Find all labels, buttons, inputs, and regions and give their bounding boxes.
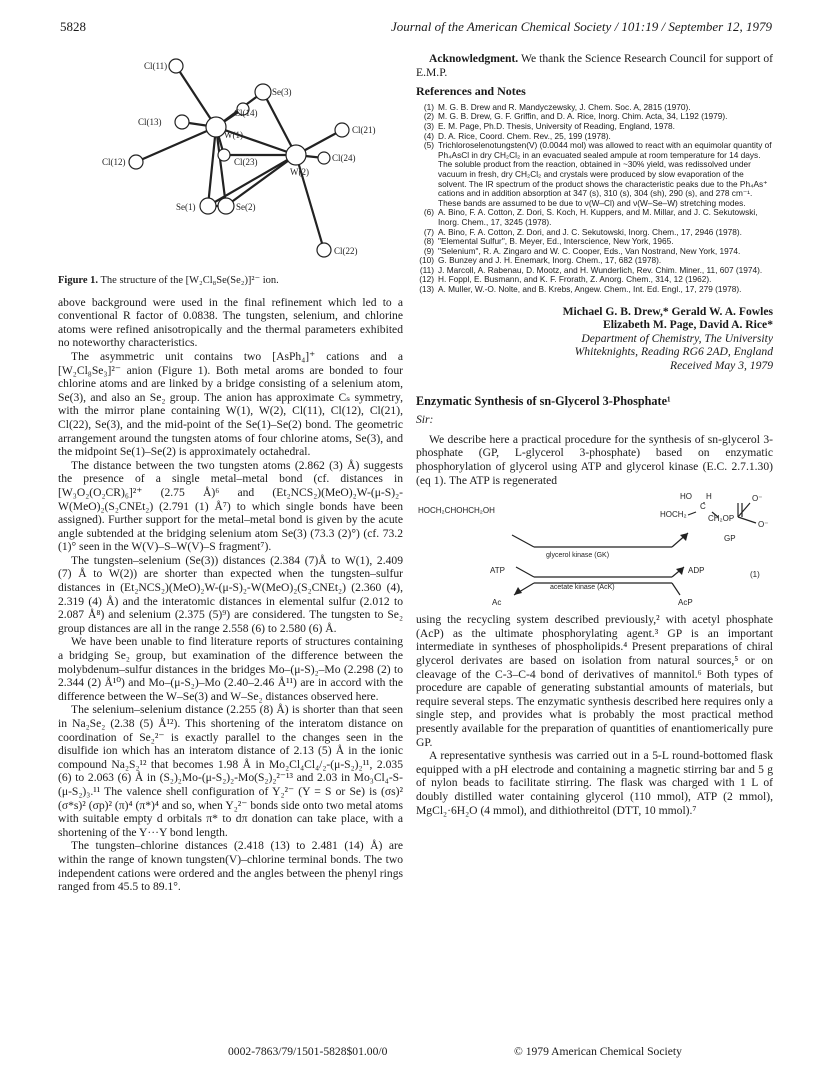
body-paragraph: The selenium–selenium distance (2.255 (8) Å) is shorter than that seen in Na₂Se₂ (2.38 (5) Å¹²). This shortening of the interatom distance on coordination of Se₂²⁻ is exactly parallel to the changes seen in the disulfide ion which has an interatom distance of 2.13 (5) Å in the ionic compound Na₂S₂¹² that becomes 1.98 Å in Mo₂Cl₄Cl₄/₂-(μ-S₂)₂¹¹, 2.035 (6) to 2.063 (6) Å in (S₂)₂Mo-(μ-S₂)₂-Mo(S₂)₂²⁻¹³ and 2.03 in Mo₃Cl₄-S-(μ-S₂)₃.¹¹ The valence shell configuration of Y₂²⁻ (Y = S or Se) is (σs)² (σ*s)² (σp)² (π)⁴ (π*)⁴ and so, when Y₂²⁻ bonds side onto two metal atoms with suitable empty d orbitals π* to dπ donation can take place, with a shortening of the Y···Y bond length. bbox=[58, 703, 403, 839]
authors-line-1: Michael G. B. Drew,* Gerald W. A. Fowles bbox=[562, 304, 773, 318]
scheme-ac: Ac bbox=[492, 598, 502, 608]
reference-item: (2) M. G. B. Drew, G. F. Griffin, and D. A. Rice, Inorg. Chim. Acta, 34, L192 (1979). bbox=[423, 111, 728, 122]
reference-item: (13) A. Muller, W.-O. Nolte, and B. Krebs, Angew. Chem., Int. Ed. Engl., 17, 279 (1978). bbox=[419, 284, 742, 295]
scheme-ho: HO bbox=[680, 492, 692, 502]
body-paragraph: The tungsten–selenium (Se(3)) distances (2.384 (7)Å to W(1), 2.409 (7) Å to W(2)) are shorter than expected when the tungsten–sulfur distances in (Et₂NCS₂)(MeO)₂W-(μ-S)₂-W(MeO)₂(S₂CNEt₂) (2.360 (4), 2.319 (4) Å) and the interatomic distances in elemental sulfur (2.012 to 2.087 Å⁸) and selenium (2.375 (5)⁹) are considered. The tungsten to Se₂ group distances are all in the range 2.558 (6) to 2.580 (6) Å. bbox=[58, 553, 403, 635]
reference-item: (1) M. G. B. Drew and R. Mandyczewsky, J. Chem. Soc. A, 2815 (1970). bbox=[423, 101, 691, 112]
reference-item: (6) A. Bino, F. A. Cotton, Z. Dori, S. Koch, H. Kuppers, and M. Millar, and J. C. Sekutowski, Inorg. Chem., 17, 3245 (1978). bbox=[423, 207, 758, 227]
figure-1 bbox=[58, 52, 403, 270]
left-column bbox=[58, 52, 403, 894]
molecule-diagram bbox=[58, 52, 403, 270]
body-paragraph: A representative synthesis was carried out in a 5-L round-bottomed flask equipped with a pH electrode and containing a magnetic stirring bar and 5 g of nylon beads to facilitate stirring. The flask was charged with 1 L of doubly distilled water containing glycerol (110 mmol), ATP (2 mmol), MgCl₂·6H₂O (4 mmol), and dithiothreitol (DTT, 10 mmol).⁷ bbox=[416, 749, 773, 817]
scheme-acp: AcP bbox=[678, 598, 693, 608]
journal-line: Journal of the American Chemical Society / 101:19 / September 12, 1979 bbox=[390, 19, 772, 34]
running-header bbox=[60, 19, 772, 37]
author-block bbox=[416, 305, 773, 332]
atom-label-cl21: Cl(21) bbox=[352, 125, 376, 135]
body-paragraph: The distance between the two tungsten atoms (2.862 (3) Å) suggests the presence of a single metal–metal bond (cf. distances in [W₃O₂(O₂CR)₆]²⁺ (2.75 Å)⁶ and (Et₂NCS₂)(MeO)₂W-(μ-S)₂-W(MeO)₂(S₂CNEt₂) (2.791 (1) Å⁷) to which single bonds have been assigned). Further support for the metal–metal bond is given by the acute angle subtended at the bridging selenium atom Se(3) (73.3 (2)°) (cf. 73.2 (1)° seen in the W(V)–S–W(V)–S fragment⁷). bbox=[58, 458, 403, 554]
atom-label-se2: Se(2) bbox=[236, 202, 256, 212]
atom-label-cl22: Cl(22) bbox=[334, 246, 358, 256]
body-paragraph: The tungsten–chlorine distances (2.418 (13) to 2.481 (14) Å) are within the range of known tungsten(V)–chlorine terminal bonds. The two independent cations were ordered and the angles between the phenyl rings ranged from 45.5 to 89.1°. bbox=[58, 839, 403, 894]
scheme-eq-no: (1) bbox=[750, 570, 760, 580]
scheme-gp: GP bbox=[724, 534, 736, 544]
atom-label-cl12: Cl(12) bbox=[102, 157, 126, 167]
scheme-product-left: HOCH₂ bbox=[660, 510, 687, 520]
body-paragraph: using the recycling system described previously,² with acetyl phosphate (AcP) as the ultimate phosphorylating agent.³ GP is an important intermediate in syntheses of phospholipids.⁴ Present preparations of chiral glycerol derivates are based on isolation from natural sources,⁵ or on cleavage of the C-3–C-4 bond of derivatives of mannitol.⁶ Both types of procedure are capable of generating substantial amounts of materials, but require several steps. The enzymatic synthesis described here requires only a single step, and provides what is probably the most practical method presently available for the preparation of quantities of enantiomerically pure GP. bbox=[416, 613, 773, 749]
footer-code: 0002-7863/79/1501-5828$01.00/0 bbox=[228, 1045, 388, 1058]
affiliation-line-2: Whiteknights, Reading RG6 2AD, England bbox=[574, 345, 773, 359]
atom-label-cl24: Cl(24) bbox=[332, 153, 356, 163]
figure-caption bbox=[58, 274, 403, 288]
reference-item: (9) "Selenium", R. A. Zingaro and W. C. Cooper, Eds., Van Nostrand, New York, 1974. bbox=[423, 245, 741, 256]
atom-label-cl14: Cl(14) bbox=[234, 108, 258, 118]
atom-label-se3: Se(3) bbox=[272, 87, 292, 97]
affiliation-line-1: Department of Chemistry, The University bbox=[581, 331, 773, 345]
atom-label-w2: W(2) bbox=[290, 167, 309, 177]
reference-item: (4) D. A. Rice, Coord. Chem. Rev., 25, 199 (1978). bbox=[423, 130, 611, 141]
reference-item: (12) H. Foppl, E. Busmann, and K. F. Frorath, Z. Anorg. Chem., 314, 12 (1962). bbox=[419, 274, 712, 285]
acknowledgment bbox=[416, 52, 773, 79]
references-heading: References and Notes bbox=[416, 84, 526, 99]
body-paragraph: We describe here a practical procedure for the synthesis of sn-glycerol 3-phosphate (GP, L-glycerol 3-phosphate) based on enzymatic phosphorylation of glycerol using ATP and glycerol kinase (E.C. 2.7.1.30) (eq 1). The ATP is regenerated bbox=[416, 432, 773, 487]
reaction-scheme bbox=[416, 491, 773, 609]
scheme-atp: ATP bbox=[490, 566, 505, 576]
article-title: Enzymatic Synthesis of sn-Glycerol 3-Phosphate¹ bbox=[416, 393, 671, 408]
scheme-h: H bbox=[706, 492, 712, 502]
atom-label-cl13: Cl(13) bbox=[138, 117, 162, 127]
atom-label-cl23: Cl(23) bbox=[234, 157, 258, 167]
atom-label-w1: W(1) bbox=[224, 130, 243, 140]
reference-item: (5) Trichloroselenotungsten(V) (0.0044 mol) was allowed to react with an equimolar quantity of Ph₄AsCl in dry CH₂Cl₂ in an evacuated sealed ampule at room temperature for 14 days. The soluble product from the reaction, obtained in ~30% yield, was redissolved under vacuum in fresh, dry CH₂Cl₂ and crystals were produced by slow evaporation of the solvent. The IR spectrum of the product shows the characteristic peaks due to the Ph₄As⁺ cations and in addition absorption at 347 (s), 310 (s), 304 (sh), 290 (s), and 278 cm⁻¹. These bands are assumed to be due to ν(W–Cl) and ν(W–Se–W) stretching modes. bbox=[423, 140, 772, 208]
figure-caption-text: The structure of the [W₂Cl₈Se(Se₂)]²⁻ ion. bbox=[100, 275, 279, 286]
atom-label-cl11: Cl(11) bbox=[144, 61, 168, 71]
body-paragraph: above background were used in the final refinement which led to a conventional R factor of 0.0838. The tungsten, selenium, and chlorine atoms were refined anisotropically and the thermal parameters exhibited no noteworthy characteristics. bbox=[58, 295, 403, 350]
scheme-o-bottom: O⁻ bbox=[758, 520, 769, 530]
authors-line-2: Elizabeth M. Page, David A. Rice* bbox=[602, 318, 773, 332]
scheme-ack-label: acetate kinase (AcK) bbox=[550, 584, 615, 592]
received-date: Received May 3, 1979 bbox=[669, 359, 773, 373]
body-paragraph: The asymmetric unit contains two [AsPh₄]⁺ cations and a [W₂Cl₈Se₃]²⁻ anion (Figure 1). Both metal aroms are bonded to four chlorine atoms and are linked by a bridge consisting of a selenium atom, Se(3), and also an Se₂ group. The anion has approximate Cₛ symmetry, with the mirror plane containing W(1), W(2), Cl(11), Cl(12), Cl(21), Cl(22), Se(3), and the mid-point of the Se(1)–Se(2) bond. The geometric arrangement around the tungsten atoms of four chlorine atoms, Se(3), and the midpoint Se(1)–Se(2) is approximately octahedral. bbox=[58, 349, 403, 459]
affiliation-block bbox=[416, 332, 773, 373]
scheme-reactant: HOCH₂CHOHCH₂OH bbox=[418, 506, 495, 516]
scheme-product-right: CH₂OP bbox=[708, 514, 735, 524]
references-list bbox=[416, 103, 773, 295]
reference-item: (3) E. M. Page, Ph.D. Thesis, University of Reading, England, 1978. bbox=[423, 120, 675, 131]
figure-caption-label: Figure 1. bbox=[58, 275, 99, 286]
acknowledgment-label: Acknowledgment. bbox=[429, 52, 519, 65]
right-column bbox=[416, 52, 773, 817]
scheme-gk-label: glycerol kinase (GK) bbox=[546, 552, 610, 560]
scheme-c: C bbox=[700, 502, 706, 512]
salutation: Sir: bbox=[416, 413, 434, 427]
reaction-scheme-diagram bbox=[416, 491, 773, 609]
reference-item: (8) "Elemental Sulfur", B. Meyer, Ed., Interscience, New York, 1965. bbox=[423, 236, 674, 247]
reference-item: (11) J. Marcoll, A. Rabenau, D. Mootz, and H. Wunderlich, Rev. Chim. Miner., 11, 607 (1974). bbox=[419, 264, 763, 275]
acknowledgment-text: We thank the Science Research Council for support of E.M.P. bbox=[416, 52, 773, 79]
page-number: 5828 bbox=[60, 19, 86, 34]
atom-label-se1: Se(1) bbox=[176, 202, 196, 212]
scheme-adp: ADP bbox=[688, 566, 705, 576]
reference-item: (10) G. Bunzey and J. H. Enemark, Inorg. Chem., 17, 682 (1978). bbox=[419, 255, 662, 266]
reference-item: (7) A. Bino, F. A. Cotton, Z. Dori, and J. C. Sekutowski, Inorg. Chem., 17, 2946 (1978). bbox=[423, 226, 742, 237]
body-paragraph: We have been unable to find literature reports of structures containing a bridging Se₂ group, but examination of the difference between the molybdenum–sulfur distances in the bridges Mo–(μ-S)₂–Mo (2.298 (2) to 2.344 (2) Å¹⁰) and Mo–(μ-S₂)–Mo (2.40–2.46 Å¹¹) are in accord with the difference between the W–Se(3) and W–Se₂ distances observed here. bbox=[58, 635, 403, 703]
scheme-o-top: O⁻ bbox=[752, 494, 763, 504]
footer-copyright: © 1979 American Chemical Society bbox=[514, 1045, 682, 1058]
